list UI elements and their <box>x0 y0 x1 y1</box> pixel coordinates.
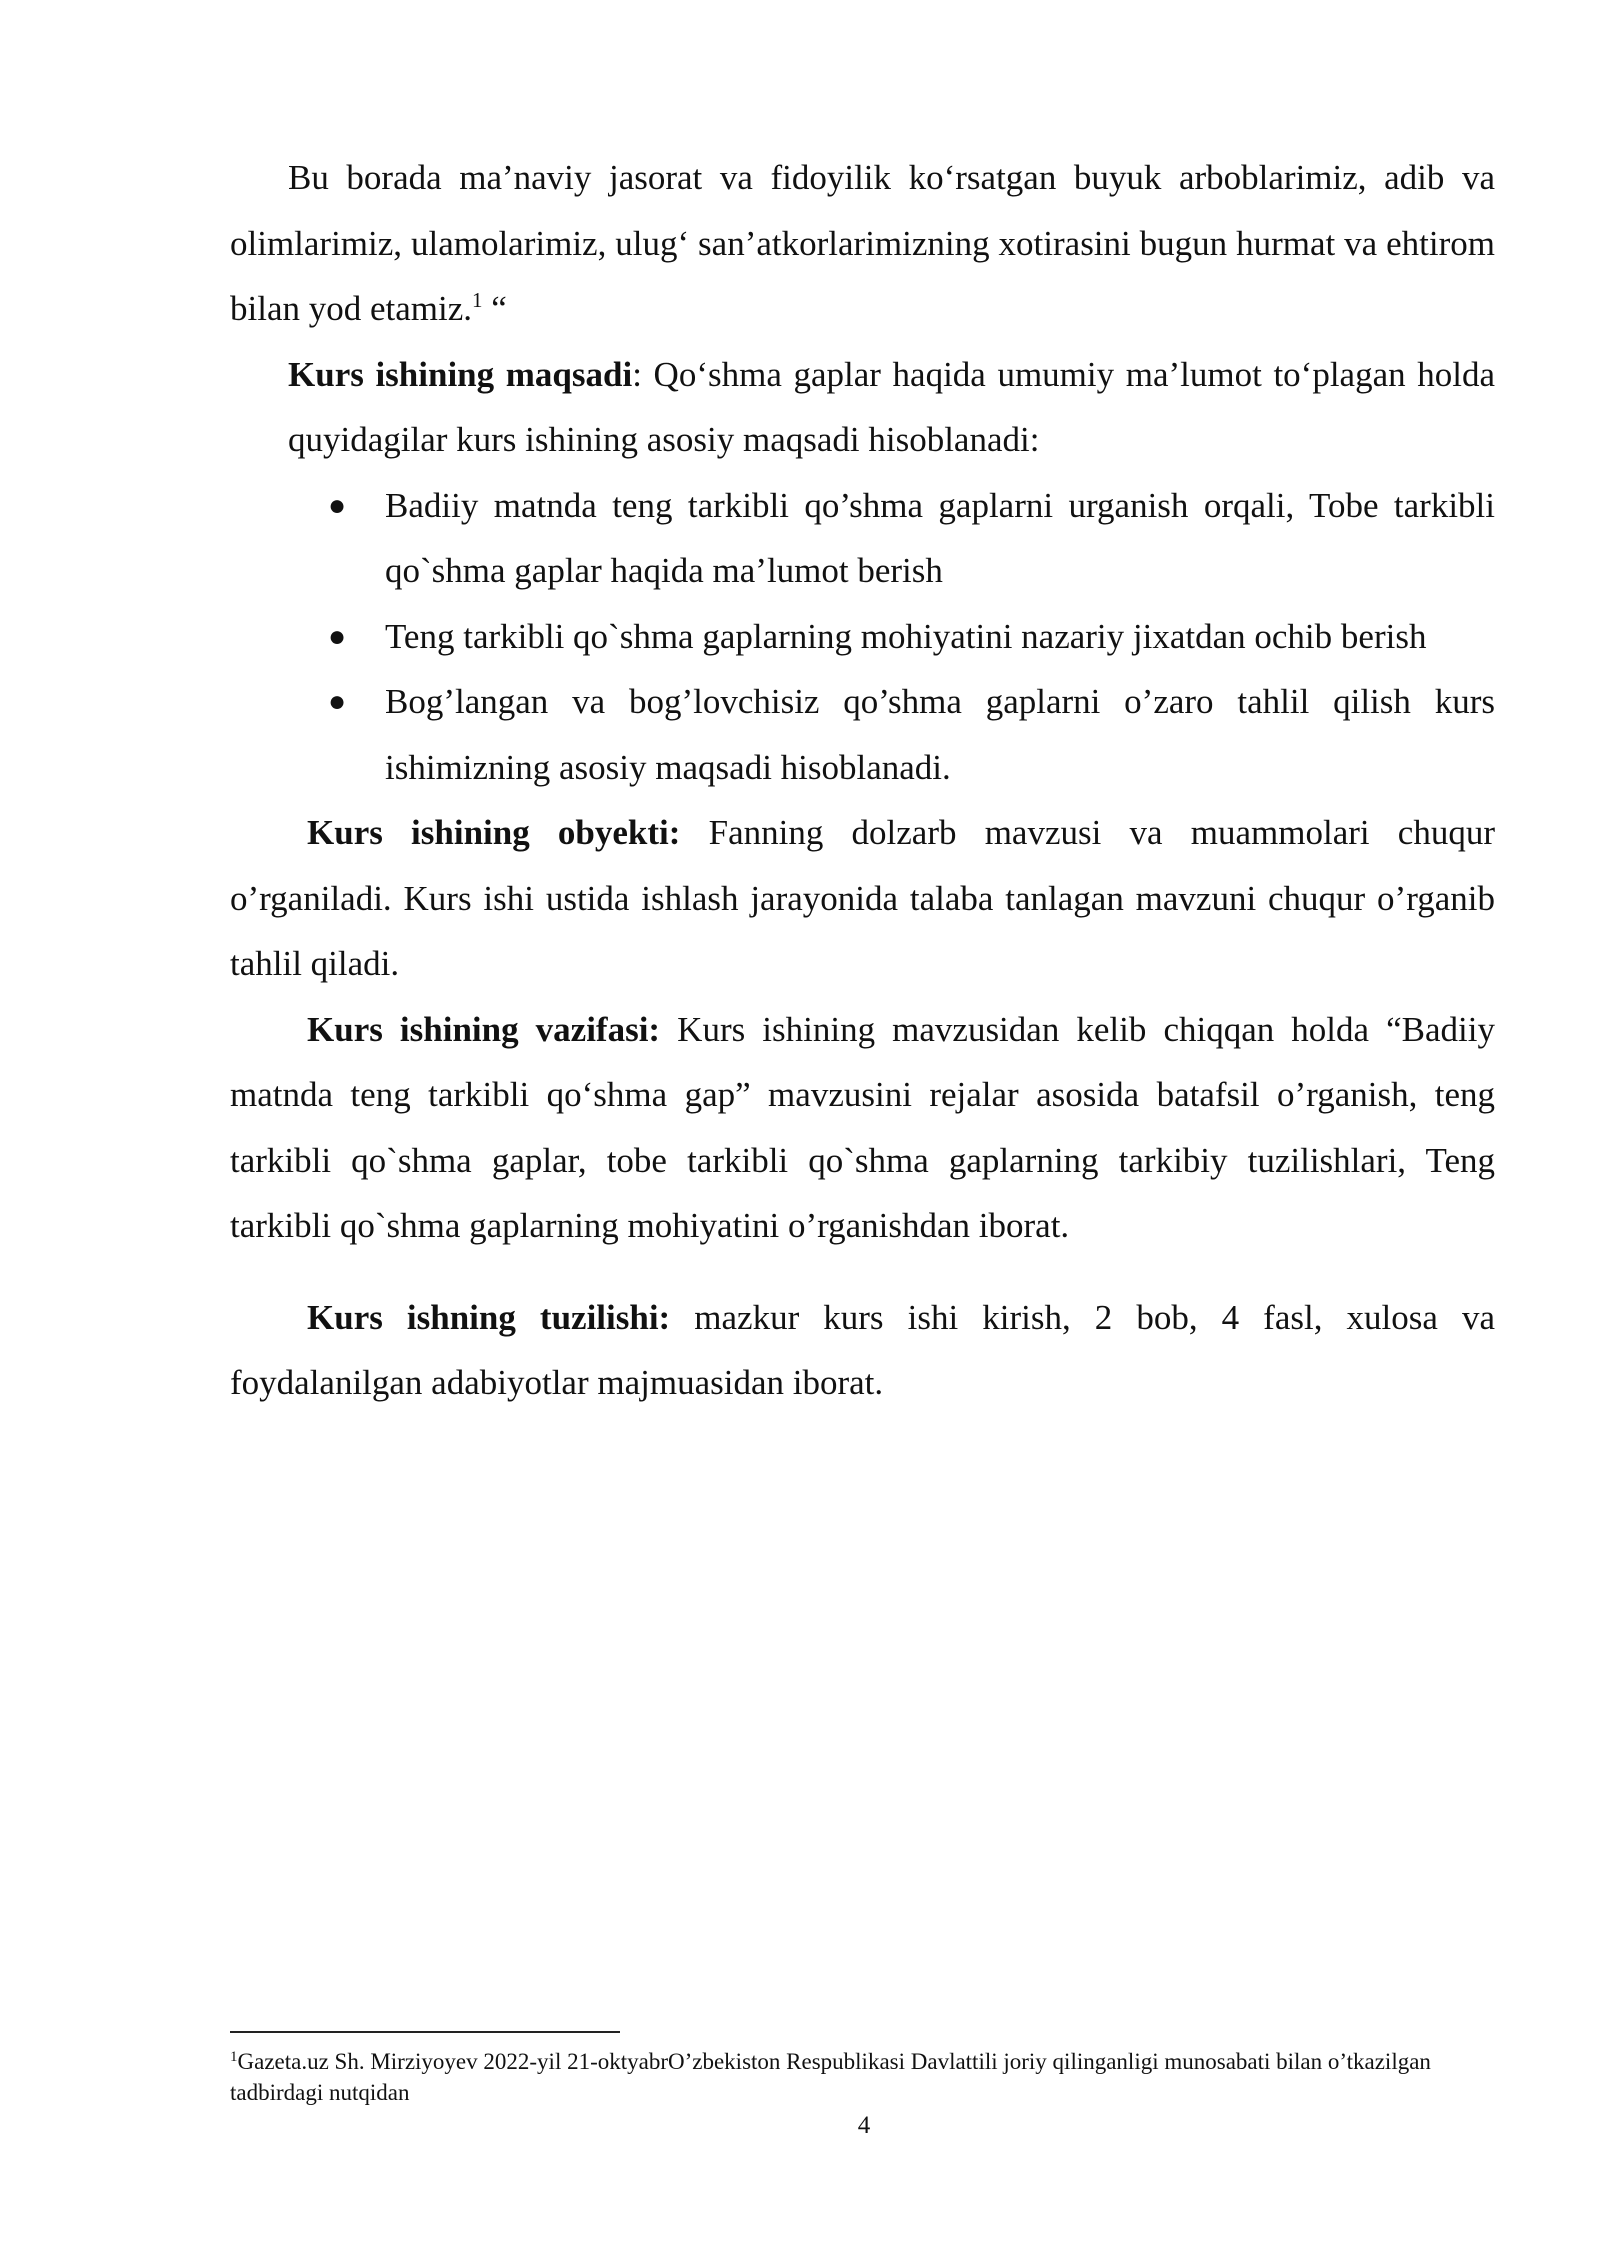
object-heading: Kurs ishining obyekti: <box>307 813 681 852</box>
task-heading: Kurs ishining vazifasi: <box>307 1009 661 1049</box>
structure-text: mazkur kurs ishi kirish, 2 bob, 4 fasl, xulosa va foydalanilgan adabiyotlar majmuasidan iborat. <box>230 1297 1495 1402</box>
goal-text: : Qo‘shma gaplar haqida umumiy ma’lumot to‘plagan holda quyidagilar kurs ishining asosiy maqsadi hisoblanadi: <box>288 354 1495 459</box>
bullet-icon: ● <box>328 685 347 718</box>
goal-list-item <box>328 473 1495 604</box>
intro-closing-quote: “ <box>482 289 507 328</box>
goal-list-item <box>328 669 1495 800</box>
task-paragraph <box>230 997 1495 1259</box>
page-number: 4 <box>857 2112 871 2139</box>
footnote-separator <box>230 2031 620 2033</box>
footnote-marker: 1 <box>230 2049 238 2065</box>
goal-list <box>230 473 1495 801</box>
bullet-icon: ● <box>328 488 347 522</box>
goal-paragraph <box>230 342 1495 473</box>
intro-paragraph <box>230 145 1495 342</box>
footnote-reference[interactable]: 1 <box>472 288 483 312</box>
body-text <box>230 145 1495 1416</box>
structure-heading: Kurs ishning tuzilishi: <box>307 1297 671 1337</box>
goal-heading: Kurs ishining maqsadi <box>288 354 633 394</box>
goal-item-text: Badiiy matnda teng tarkibli qo’shma gaplarni urganish orqali, Tobe tarkibli qo`shma gaplar haqida ma’lumot berish <box>385 485 1495 590</box>
goal-list-item <box>328 604 1495 670</box>
object-text: Fanning dolzarb mavzusi va muammolari chuqur o’rganiladi. Kurs ishi ustida ishlash jarayonida talaba tanlagan mavzuni chuqur o’rganib tahlil qiladi. <box>230 813 1495 983</box>
footnote <box>230 2046 1495 2108</box>
object-paragraph <box>230 800 1495 997</box>
goal-item-text: Teng tarkibli qo`shma gaplarning mohiyatini nazariy jixatdan ochib berish <box>385 616 1427 656</box>
bullet-icon: ● <box>328 619 347 653</box>
task-text: Kurs ishining mavzusidan kelib chiqqan holda “Badiiy matnda teng tarkibli qo‘shma gap” mavzusini rejalar asosida batafsil o’rganish, teng tarkibli qo`shma gaplar, tobe tarkibli qo`shma gaplarning tarkibiy tuzilishlari, Teng tarkibli qo`shma gaplarning mohiyatini o’rganishdan iborat. <box>230 1009 1495 1245</box>
goal-item-text: Bog’langan va bog’lovchisiz qo’shma gaplarni o’zaro tahlil qilish kurs ishimizning asosiy maqsadi hisoblanadi. <box>385 682 1495 787</box>
paragraph-spacer <box>230 1259 1495 1285</box>
footnote-text: Gazeta.uz Sh. Mirziyoyev 2022-yil 21-oktyabrO’zbekiston Respublikasi Davlattili joriy qilinganligi munosabati bilan o’tkazilgan tadbirdagi nutqidan <box>230 2049 1431 2105</box>
intro-text: Bu borada ma’naviy jasorat va fidoyilik ko‘rsatgan buyuk arboblarimiz, adib va olimlarimiz, ulamolarimiz, ulug‘ san’atkorlarimizning xotirasini bugun hurmat va ehtirom bilan yod etamiz. <box>230 158 1495 328</box>
structure-paragraph <box>230 1285 1495 1416</box>
